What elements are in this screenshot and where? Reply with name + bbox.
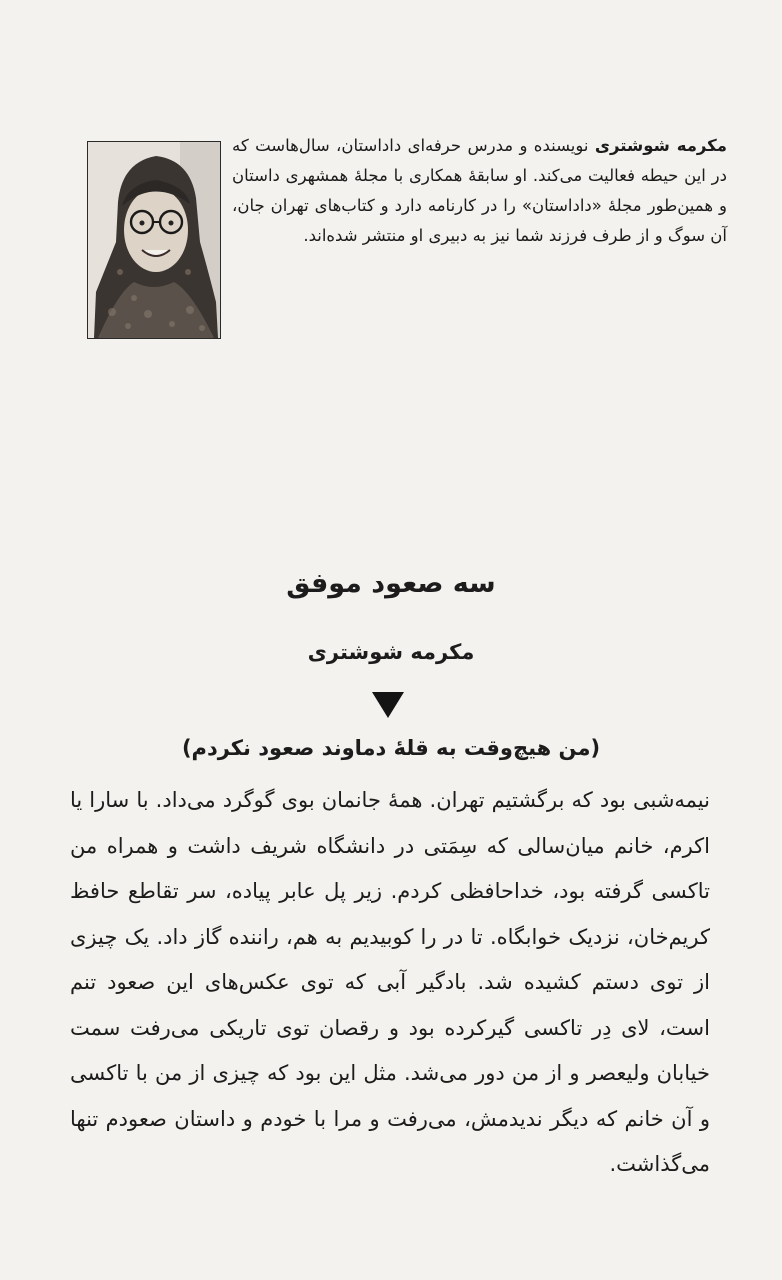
story-author: مکرمه شوشتری <box>307 640 475 664</box>
bio-text: نویسنده و مدرس حرفه‌ای داداستان، سال‌هاست که در این حیطه فعالیت می‌کند. او سابقهٔ همکاری با مجلهٔ همشهری داستان و همین‌طور مجلهٔ «داداستان» را در کارنامه دارد و کتاب‌های تهران جان، آن سوگ و از طرف فرزند شما نیز به دبیری او منتشر شده‌اند. <box>232 136 727 245</box>
story-paragraph: نیمه‌شبی بود که برگشتیم تهران. همهٔ جانمان بوی گوگرد می‌داد. با سارا یا اکرم، خانم میان‌سالی که سِمَتی در دانشگاه شریف داشت و همراه من تاکسی گرفته بود، خداحافظی کردم. زیر پل عابر پیاده، سر تقاطع حافظ کریم‌خان، نزدیک خوابگاه. تا در را کوبیدیم به هم، راننده گاز داد. یک چیزی از توی دستم کشیده شد. بادگیر آبی که توی عکس‌های این صعود تنم است، لای دِر تاکسی گیرکرده بود و رقصان توی تاریکی می‌رفت سمت خیابان ولیعصر و از من دور می‌شد. مثل این بود که چیزی از من با تاکسی و آن خانم که دیگر ندیدمش، می‌رفت و مرا با خودم و داستان صعودم تنها می‌گذاشت. <box>70 788 710 1176</box>
author-bio <box>232 131 727 251</box>
author-photo <box>87 141 221 339</box>
story-subtitle: (من هیچ‌وقت به قلهٔ دماوند صعود نکردم) <box>181 736 601 760</box>
bio-author-name: مکرمه شوشتری <box>594 136 727 155</box>
author-portrait-image <box>88 142 220 338</box>
story-title: سه صعود موفق <box>286 568 496 599</box>
down-triangle-icon <box>372 692 404 718</box>
